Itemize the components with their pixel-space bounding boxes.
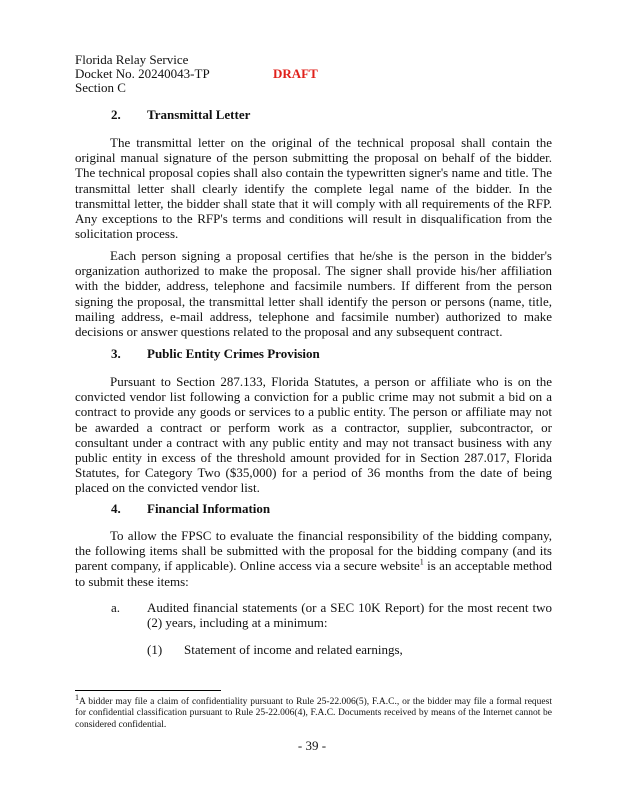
section-4-text-after: is an acceptable method to submit these items: [75, 558, 552, 589]
header-org: Florida Relay Service [75, 52, 189, 67]
subitem-1-label: (1) [147, 642, 163, 657]
footnote-ref-1: 1 [419, 558, 424, 568]
section-2-paragraph-1: The transmittal letter on the original of the technical proposal shall contain the original manual signature of the person submitting the proposal on behalf of the bidder. The technical proposal copies shall also contain the typewritten signer's name and title. The transmittal letter shall clearly identify the complete legal name of the bidder. In the transmittal letter, the bidder shall state that it will comply with all requirements of the RFP. Any exceptions to the RFP's terms and conditions will result in disqualification from the solicitation process. [75, 135, 552, 242]
footnote-text: A bidder may file a claim of confidentiality pursuant to Rule 25-22.006(5), F.A.C., or the bidder may file a formal request for confidential classification pursuant to Rule 25-22.006(4), F.A.C. Documents received by means of the Internet cannot be considered confidential. [75, 697, 552, 730]
header-docket: Docket No. 20240043-TP [75, 66, 210, 81]
section-3-number: 3. [111, 346, 121, 361]
draft-label: DRAFT [273, 66, 318, 81]
footnote-marker: 1 [75, 692, 79, 702]
section-3-paragraph-1: Pursuant to Section 287.133, Florida Statutes, a person or affiliate who is on the convicted vendor list following a conviction for a public crime may not submit a bid on a contract to provide any goods or services to a public entity. The person or affiliate may not be awarded a contract or perform work as a contractor, supplier, subcontractor, or consultant under a contract with any public entity and may not transact business with any public entity in excess of the threshold amount provided for in Section 287.017, Florida Statutes, for Category Two ($35,000) for a period of 36 months from the date of being placed on the convicted vendor list. [75, 374, 552, 496]
item-a-label: a. [111, 600, 121, 615]
section-2-title: Transmittal Letter [147, 107, 251, 122]
section-4-number: 4. [111, 501, 121, 516]
section-4-paragraph-1 [75, 528, 552, 589]
header-section: Section C [75, 80, 126, 95]
subitem-1-text: Statement of income and related earnings, [184, 642, 403, 657]
section-3-title: Public Entity Crimes Provision [147, 346, 320, 361]
section-2-number: 2. [111, 107, 121, 122]
footnote-rule [75, 690, 221, 691]
item-a-text: Audited financial statements (or a SEC 10K Report) for the most recent two (2) years, including at a minimum: [147, 600, 552, 631]
section-4-text-before: To allow the FPSC to evaluate the financial responsibility of the bidding company, the following items shall be submitted with the proposal for the bidding company (and its parent company, if applicable). Online access via a secure website [75, 528, 552, 574]
section-2-paragraph-2: Each person signing a proposal certifies that he/she is the person in the bidder's organization authorized to make the proposal. The signer shall provide his/her affiliation with the bidder, address, telephone and facsimile numbers. If different from the person signing the proposal, the transmittal letter shall identify the person or persons (name, title, mailing address, e-mail address, telephone and facsimile number) authorized to make decisions or answer questions related to the proposal and any subsequent contract. [75, 248, 552, 340]
section-4-title: Financial Information [147, 501, 271, 516]
page-number: - 39 - [297, 738, 327, 753]
footnote [75, 692, 552, 731]
